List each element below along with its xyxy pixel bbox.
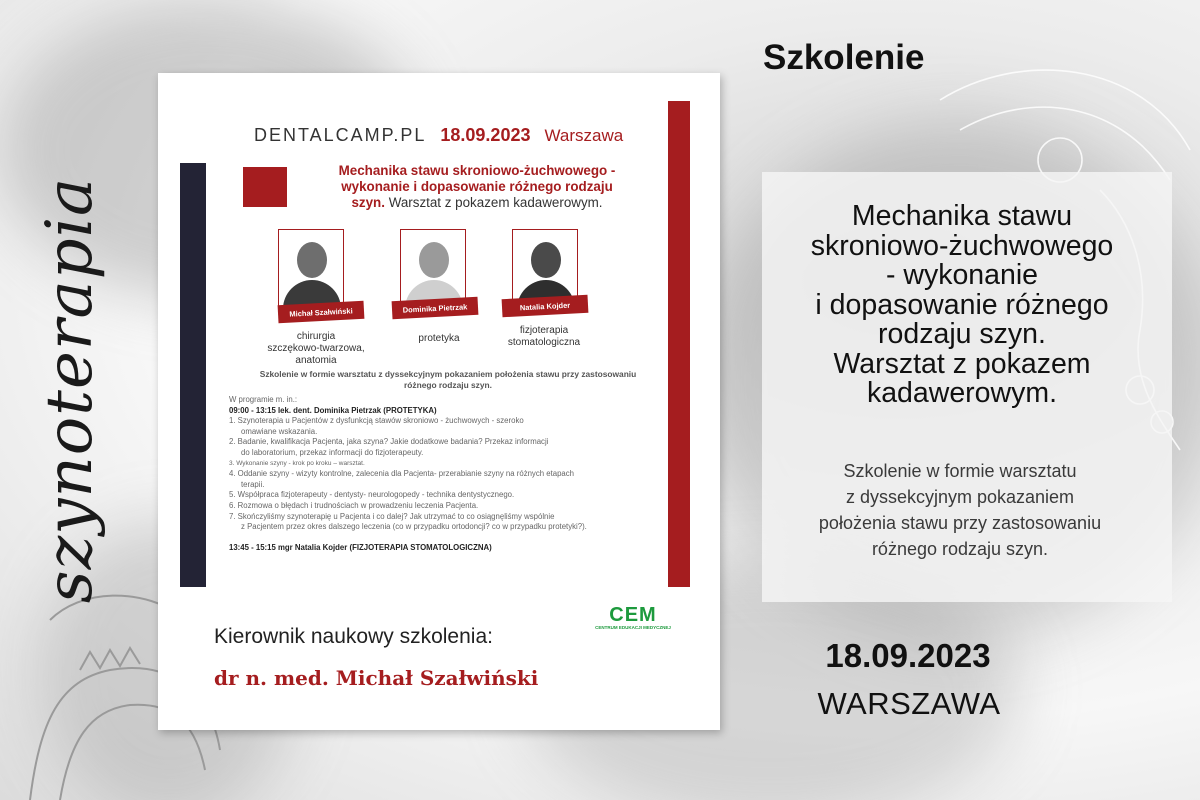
- speaker-specialty-line: chirurgia: [296, 331, 336, 342]
- poster-card: [158, 73, 720, 730]
- program-item: 5. Współpraca fizjoterapeuty - dentysty- neurologopedy - technika dentystycznego.: [229, 490, 515, 500]
- poster-date: 18.09.2023: [440, 125, 531, 145]
- scientific-lead-label: Kierownik naukowy szkolenia:: [214, 625, 493, 648]
- program-item: z Pacjentem przez okres dalszego leczenia (co w przypadku ortodoncji? co w przypadku protetyki?).: [241, 522, 587, 532]
- program-item: 2. Badanie, kwalifikacja Pacjenta, jaka szyna? Jakie dodatkowe badania? Przekaz informacji: [229, 437, 549, 447]
- poster-title-rest: Warsztat z pokazem kadawerowym.: [388, 195, 603, 210]
- speaker-head: [419, 242, 449, 278]
- description-title-line: skroniowo-żuchwowego: [810, 229, 1114, 262]
- poster-red-bar: [668, 101, 690, 587]
- program-session-heading: 09:00 - 13:15 lek. dent. Dominika Pietrzak (PROTETYKA): [229, 405, 437, 415]
- poster-intro-line: Szkolenie w formie warsztatu z dyssekcyjnym pokazaniem położenia stawu przy zastosowaniu: [259, 369, 637, 379]
- speaker-name-ribbon: Michał Szałwiński: [278, 301, 365, 323]
- speaker-specialty: [256, 331, 376, 367]
- description-body: [770, 458, 1150, 562]
- speaker-name-ribbon: Natalia Kojder: [502, 295, 589, 317]
- poster-title: [302, 163, 652, 211]
- poster-intro-line: różnego rodzaju szyn.: [404, 380, 492, 390]
- program-item: 1. Szynoterapia u Pacjentów z dysfunkcją stawów skroniowo - żuchwowych - szeroko: [229, 416, 524, 426]
- speaker-head: [297, 242, 327, 278]
- speaker-photo: [278, 229, 344, 311]
- speaker-specialty: [496, 325, 592, 349]
- description-title-line: kadawerowym.: [866, 377, 1058, 409]
- cem-logo: [588, 605, 678, 630]
- speaker-name-ribbon: Dominika Pietrzak: [392, 297, 479, 319]
- poster-navy-bar: [180, 163, 206, 587]
- event-city: WARSZAWA: [817, 686, 1001, 721]
- description-title: [762, 202, 1162, 409]
- vertical-title-container: [10, 130, 130, 650]
- description-title-line: i dopasowanie różnego: [815, 288, 1109, 321]
- program-item: terapii.: [241, 479, 265, 489]
- program-item: 4. Oddanie szyny - wizyty kontrolne, zalecenia dla Pacjenta- przerabianie szyny na różnych etapach: [229, 469, 574, 479]
- speaker-specialty: [394, 333, 484, 345]
- description-body-line: różnego rodzaju szyn.: [871, 539, 1049, 559]
- description-title-line: Warsztat z pokazem: [833, 347, 1091, 380]
- speaker-head: [531, 242, 561, 278]
- cem-logo-caption: CENTRUM EDUKACJI MEDYCZNEJ: [595, 625, 671, 630]
- speaker-specialty-line: szczękowo-twarzowa,: [267, 343, 365, 354]
- poster-title-line: wykonanie i dopasowanie różnego rodzaju: [341, 179, 613, 194]
- program-item: 6. Rozmowa o błędach i trudnościach w prowadzeniu leczenia Pacjenta.: [229, 500, 479, 510]
- description-body-line: położenia stawu przy zastosowaniu: [818, 513, 1102, 533]
- poster-title-line: [302, 195, 652, 211]
- speaker-specialty-line: anatomia: [295, 355, 337, 366]
- poster-intro: [228, 369, 668, 391]
- headline: Szkolenie: [763, 38, 925, 77]
- program-item: omawiane wskazania.: [241, 426, 318, 436]
- speaker-specialty-line: fizjoterapia: [519, 325, 569, 336]
- poster-header: [254, 125, 623, 146]
- description-body-line: z dyssekcyjnym pokazaniem: [845, 487, 1075, 507]
- poster-city: Warszawa: [544, 126, 624, 145]
- description-body-line: Szkolenie w formie warsztatu: [843, 461, 1077, 481]
- poster-title-bold: szyn.: [351, 195, 385, 210]
- poster-title-line: Mechanika stawu skroniowo-żuchwowego -: [338, 163, 616, 178]
- poster-program: [229, 395, 669, 553]
- poster-image: [180, 101, 690, 587]
- program-item: do laboratorium, przekaz informacji do fizjoterapeuty.: [241, 447, 424, 457]
- description-title-line: - wykonanie: [885, 259, 1039, 291]
- poster-site: DENTALCAMP.PL: [254, 125, 427, 145]
- vertical-title: szynoterapia: [33, 176, 107, 604]
- program-label: W programie m. in.:: [229, 395, 298, 404]
- program-session-heading: 13:45 - 15:15 mgr Natalia Kojder (FIZJOTERAPIA STOMATOLOGICZNA): [229, 542, 492, 552]
- program-item: 7. Skończyliśmy szynoterapię u Pacjenta i co dalej? Jak utrzymać to co osiągnęliśmy wspólnie: [229, 511, 555, 521]
- description-title-line: Mechanika stawu: [851, 200, 1073, 232]
- poster-red-square: [243, 167, 287, 207]
- speaker-specialty-line: stomatologiczna: [507, 337, 581, 348]
- speaker-specialty-line: protetyka: [418, 333, 460, 344]
- cem-logo-mark: CEM: [609, 604, 657, 626]
- description-title-line: rodzaju szyn.: [878, 318, 1046, 350]
- event-date: 18.09.2023: [825, 637, 991, 674]
- scientific-lead-name: dr n. med. Michał Szałwiński: [214, 666, 539, 690]
- program-item: 3. Wykonanie szyny - krok po kroku – warsztat.: [229, 459, 365, 467]
